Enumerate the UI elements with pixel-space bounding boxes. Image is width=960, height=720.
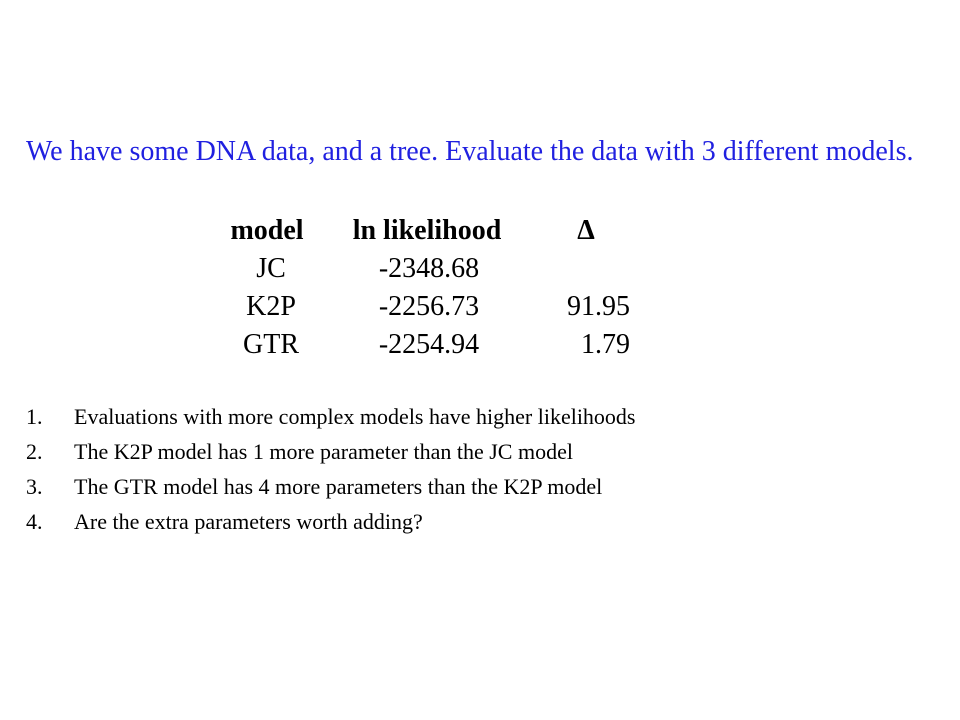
ln-likelihood-cell: -2348.68 <box>378 253 480 284</box>
list-item <box>26 434 636 469</box>
intro-text: We have some DNA data, and a tree. Evaluate the data with 3 different models. <box>26 136 914 167</box>
header-ln-likelihood: ln likelihood <box>352 215 502 246</box>
delta-cell: 91.95 <box>567 291 630 322</box>
model-likelihood-table <box>200 212 652 364</box>
delta-cell: 1.79 <box>581 329 630 360</box>
model-cell: GTR <box>243 329 299 360</box>
list-item-text: The K2P model has 1 more parameter than the JC model <box>74 439 573 464</box>
table-row <box>200 250 652 288</box>
header-model: model <box>230 215 304 246</box>
list-item <box>26 504 636 539</box>
list-item-number: 2. <box>26 439 43 464</box>
model-cell: JC <box>256 253 286 284</box>
list-item-text: Are the extra parameters worth adding? <box>74 509 423 534</box>
delta-cell <box>520 250 652 288</box>
list-item-text: Evaluations with more complex models have higher likelihoods <box>74 404 636 429</box>
list-item-number: 3. <box>26 474 43 499</box>
table-row <box>200 326 652 364</box>
header-delta: Δ <box>577 215 595 246</box>
table-row <box>200 288 652 326</box>
numbered-points-list <box>26 399 636 539</box>
list-item-number: 4. <box>26 509 43 534</box>
ln-likelihood-cell: -2256.73 <box>378 291 480 322</box>
list-item <box>26 469 636 504</box>
list-item-number: 1. <box>26 404 43 429</box>
ln-likelihood-cell: -2254.94 <box>378 329 480 360</box>
table-header-row <box>200 212 652 250</box>
model-cell: K2P <box>246 291 296 322</box>
list-item <box>26 399 636 434</box>
list-item-text: The GTR model has 4 more parameters than the K2P model <box>74 474 603 499</box>
